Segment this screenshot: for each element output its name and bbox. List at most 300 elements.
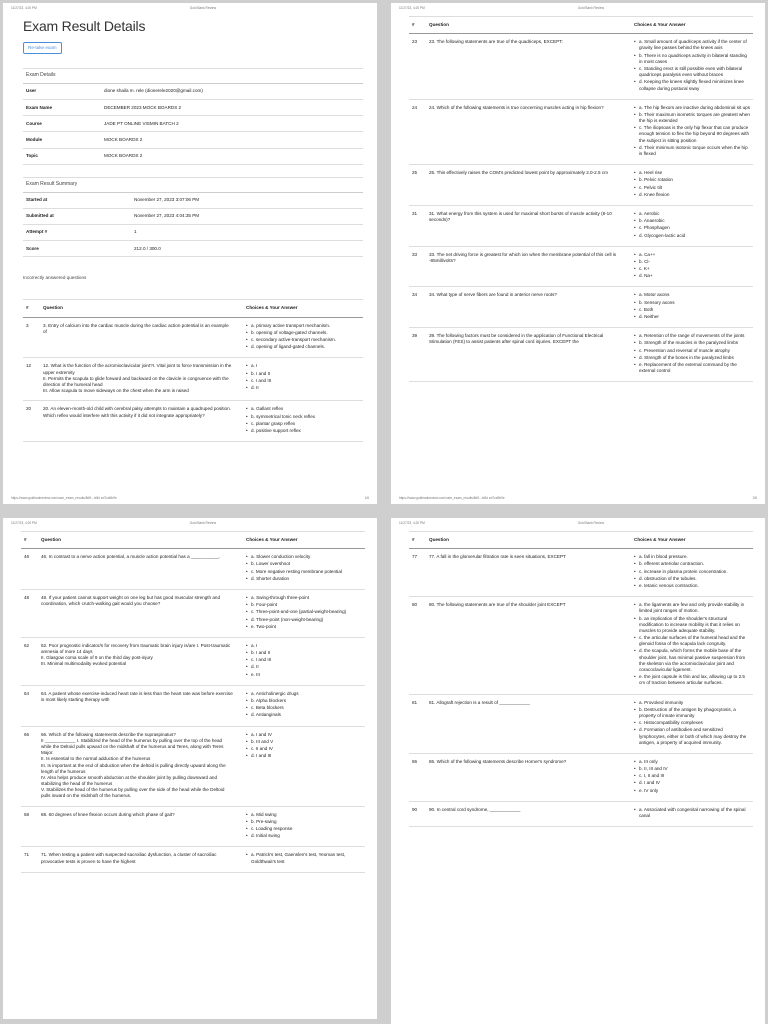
question-line: 48. If your patient cannot support weight on one leg but has good muscular strength and coordination, which crutch-walking gait would you choose?	[41, 594, 221, 607]
choice-item: • d. Antianginals	[246, 712, 362, 718]
exam-summary-title: Exam Result Summary	[23, 178, 363, 193]
choices-list	[246, 554, 362, 582]
choice-item: • b. Four-point	[246, 602, 362, 608]
choice-item: • a. The hip flexors are inactive during abdominal sit ups	[634, 105, 750, 111]
choice-item: • b. III and V	[246, 739, 362, 745]
col-number: #	[409, 532, 426, 549]
choices-list	[246, 643, 362, 678]
question-line: 81. Allograft rejection is a result of ____________	[429, 699, 530, 705]
choice-item: • c. the articular surfaces of the humeral head and the glenoid fossa of the scapula lack congruity.	[634, 635, 750, 647]
question-row	[21, 806, 365, 847]
choice-item: • d. Glycogen-lactic acid	[634, 233, 750, 239]
question-row	[21, 847, 365, 872]
choice-item: • b. There is no quadriceps activity in bilateral standing in most cases	[634, 53, 750, 65]
summary-value: November 27, 2023 3:07:06 PM	[131, 193, 363, 209]
choice-item: • d. II	[246, 385, 360, 391]
choices-cell	[631, 801, 753, 826]
choice-item: • c. I and III	[246, 378, 360, 384]
choice-item: • a. Aerobic	[634, 211, 750, 217]
choice-item: • c. Three-point-and-one (partial-weight-bearing)	[246, 609, 362, 615]
details-value: JADE PT ONLINE VISMIN BATCH 2	[101, 116, 363, 132]
details-value: MOCK BOARDS 2	[101, 132, 363, 148]
choice-item: • c. I, II and III	[634, 773, 750, 779]
choices-list	[634, 170, 750, 198]
question-text	[426, 34, 631, 100]
question-text	[426, 694, 631, 753]
choices-cell	[243, 685, 365, 726]
choices-cell	[631, 549, 753, 597]
question-line: 77. A fall in the glomerular filtration rate is seen situations, EXCEPT	[429, 554, 566, 560]
choice-item: • d. Keeping the knees slightly flexed minimizes knee collapse during postural sway	[634, 79, 750, 91]
question-text	[426, 549, 631, 597]
choices-cell	[631, 165, 753, 206]
choices-list	[634, 602, 750, 686]
question-line: III. Is important at the end of abduction when the deltoid is pulling directly upward along the length of the humerus	[41, 762, 226, 774]
choice-item: • c. Beta blockers	[246, 705, 362, 711]
choices-cell	[243, 637, 365, 685]
choice-item: • b. Sensory axons	[634, 300, 750, 306]
choice-item: • d. I and III	[246, 753, 362, 759]
choice-item: • b. Anaerobic	[634, 218, 750, 224]
choice-item: • d. Their minimum isotonic torque occurs when the hip is flexed	[634, 145, 750, 157]
col-choices: Choices & Your Answer	[631, 17, 753, 34]
details-label: Exam Name	[23, 100, 101, 116]
choices-cell	[631, 99, 753, 165]
page-header	[11, 6, 369, 10]
choice-item: • c. Both	[634, 307, 750, 313]
question-line: 90. In central cord syndrome, ____________	[429, 806, 521, 812]
exam-summary-card	[23, 177, 363, 258]
question-number: 77	[409, 549, 426, 597]
summary-row	[23, 208, 363, 224]
question-line: IV. Also helps produce smooth abduction at the shoulder joint by pulling downward and stabilizing the head of the humerus	[41, 774, 218, 787]
pdf-page-3	[3, 518, 377, 1019]
question-line: 71. When testing a patient with suspected sacroiliac dysfunction, a cluster of sacroiliac provocative tests is proven to have the highest	[41, 852, 217, 864]
question-number: 71	[21, 847, 38, 872]
question-line: 66. Which of the following statements describe the supraspinatus?	[41, 731, 176, 737]
col-question: Question	[426, 17, 631, 34]
choice-item: • c. I and III	[246, 657, 362, 663]
choices-cell	[631, 205, 753, 246]
page-footer	[399, 496, 757, 500]
question-number: 20	[23, 401, 40, 442]
choices-cell	[243, 401, 363, 442]
question-row	[409, 34, 753, 100]
choice-item: • b. II, III and IV	[634, 766, 750, 772]
choice-item: • d. Shorter duration	[246, 576, 362, 582]
question-text	[426, 246, 631, 287]
summary-row	[23, 193, 363, 209]
choice-item: • a. Swing-through three-point	[246, 595, 362, 601]
footer-page-number: 1/6	[364, 495, 369, 500]
col-number: #	[23, 300, 40, 317]
question-text	[40, 358, 243, 401]
choice-item: • a. Ca++	[634, 252, 750, 258]
question-row	[409, 328, 753, 382]
choice-item: • c. Histocompatibility complexes	[634, 720, 750, 726]
pdf-page-4	[391, 518, 765, 1024]
choices-list	[246, 732, 362, 760]
exam-details-card	[23, 68, 363, 165]
choice-item: • a. Slower conduction velocity	[246, 554, 362, 560]
choice-item: • a. fall in blood pressure.	[634, 554, 750, 560]
choice-item: • b. I and II	[246, 371, 360, 377]
choice-item: • c. plantar grasp reflex	[246, 421, 360, 427]
details-row	[23, 116, 363, 132]
question-number: 23	[409, 34, 426, 100]
question-text	[38, 726, 243, 806]
choices-cell	[631, 328, 753, 382]
choice-item: • a. primary active transport mechanism.	[246, 323, 360, 329]
choices-cell	[243, 806, 365, 847]
summary-value: November 27, 2023 4:04:35 PM	[131, 208, 363, 224]
exam-summary-table	[23, 193, 363, 258]
choice-item: • b. Destruction of the antigen by phagocytosis, a property of innate immunity	[634, 707, 750, 719]
choice-item: • c. More negative resting membrane potential	[246, 569, 362, 575]
choice-item: • a. Small amount of quadriceps activity if the center of gravity line passes behind the knees axis	[634, 39, 750, 51]
col-question: Question	[40, 300, 243, 317]
questions-table	[409, 531, 753, 827]
question-text	[38, 549, 243, 590]
choices-list	[634, 252, 750, 280]
question-row	[409, 165, 753, 206]
page-footer	[11, 496, 369, 500]
question-row	[409, 246, 753, 287]
question-line: 34. What type of nerve fibers are found in anterior nerve roots?	[429, 292, 557, 298]
choice-item: • d. Knee flexion	[634, 192, 750, 198]
question-text	[426, 205, 631, 246]
choice-item: • e. Replacement of the external command by the external control	[634, 362, 750, 374]
choices-list	[634, 211, 750, 239]
choice-item: • d. the scapula, which forms the mobile base of the shoulder joint, has minimal passive suspension from the skeleton via the acromioclavicular joint and coracoclavicular ligament.	[634, 648, 750, 673]
choice-item: • d. I and IV	[634, 780, 750, 786]
details-row	[23, 84, 363, 100]
choices-cell	[243, 589, 365, 637]
question-number: 66	[21, 726, 38, 806]
choice-item: • e. III	[246, 672, 362, 678]
question-line: 33. The net driving force is greatest for which ion when the membrane potential of this cell is -85millivolts?	[429, 251, 617, 263]
col-choices: Choices & Your Answer	[631, 532, 753, 549]
summary-label: Attempt #	[23, 224, 131, 240]
choices-list	[246, 852, 362, 864]
question-line: 80. The following statements are true of the shoulder joint EXCEPT	[429, 602, 566, 608]
summary-value: 1	[131, 224, 363, 240]
choice-item: • a. Patrick's test, Gaenslen's test, Yeoman test, Goldthwait's test	[246, 852, 362, 864]
choices-cell	[631, 246, 753, 287]
question-row	[409, 287, 753, 328]
question-line: 62. Poor prognostic indicator/s for recovery from traumatic brain injury is/are I. Post-traumatic amnesia of more 14 days	[41, 642, 231, 655]
question-text	[38, 847, 243, 872]
footer-page-number: 2/6	[752, 495, 757, 500]
question-line: 24. Which of the following statements is true concerning muscles acting in hip flexion?	[429, 104, 604, 110]
choice-item: • c. Loading response	[246, 826, 362, 832]
question-number: 3	[23, 317, 40, 358]
choice-item: • a. I	[246, 363, 360, 369]
col-number: #	[409, 17, 426, 34]
footer-url: https://www.goldbankreview.com/user_exam_results/8d9.../e8d ed7ca9b9e	[11, 495, 117, 500]
question-text	[426, 99, 631, 165]
choice-item: • c. Standing erect is still possible even with bilateral quadriceps paralysis even without braces	[634, 66, 750, 78]
question-number: 81	[409, 694, 426, 753]
question-line: 46. In contrast to a nerve action potential, a muscle action potential has a ___________.	[41, 554, 221, 560]
choice-item: • b. Alpha blockers	[246, 698, 362, 704]
summary-row	[23, 224, 363, 240]
details-value: dione shaila m. rele (dionerele2020@gmail.com)	[101, 84, 363, 100]
question-line: 68. 60 degrees of knee flexion occurs during which phase of gait?	[41, 811, 175, 817]
choice-item: • a. Mid swing	[246, 812, 362, 818]
choices-list	[246, 406, 360, 434]
choices-list	[634, 292, 750, 320]
choice-item: • c. secondary active-transport mechanism.	[246, 337, 360, 343]
exam-details-table	[23, 84, 363, 165]
question-line: II ____________ I. Stabilized the head of the humerus by pulling over the top of the head while the Deltoid pulls upward on the midshaft of the humerus and Teres, along with Teres Major.	[41, 737, 224, 756]
choice-item: • a. Heel rise	[634, 170, 750, 176]
question-line: II. Permits the scapula to glide forward and backward on the clavicle in congruence with the direction of the humeral head	[43, 375, 229, 387]
header-site: Gold Bank Review	[189, 6, 217, 10]
question-number: 68	[21, 806, 38, 847]
question-text	[40, 317, 243, 358]
summary-label: Submitted at	[23, 208, 131, 224]
header-date: 11/27/23, 4:20 PM	[399, 6, 425, 10]
choice-item: • b. Lower overshoot	[246, 561, 362, 567]
header-site: Gold Bank Review	[189, 521, 217, 525]
choice-item: • d. Strength of the bones in the paralyzed limbs	[634, 355, 750, 361]
choices-list	[634, 807, 750, 819]
choice-item: • a. I and IV	[246, 732, 362, 738]
choice-item: • e. tetanic venous contraction.	[634, 583, 750, 589]
question-line: 86. Which of the following statements describe Horner's syndrome?	[429, 758, 567, 764]
question-number: 33	[409, 246, 426, 287]
choice-item: • b. Pre-swing	[246, 819, 362, 825]
question-line: 31. What energy from this system is used for maximal short bursts of muscle activity (8-10 seconds)?	[429, 210, 612, 223]
choice-item: • b. Strength of the muscles in the paralyzed limbs	[634, 340, 750, 346]
choice-item: • c. Prevention and reversal of muscle atrophy	[634, 348, 750, 354]
page-title: Exam Result Details	[23, 18, 146, 34]
choice-item: • c. increase in plasma protein concentration.	[634, 569, 750, 575]
question-text	[38, 806, 243, 847]
choices-list	[246, 691, 362, 719]
choice-item: • b. symmetrical tonic neck reflex	[246, 414, 360, 420]
question-row	[21, 549, 365, 590]
choice-item: • c. The iliopsoas is the only hip flexor that can produce enough tension to flex the hip beyond 90 degrees with the subject in sitting position	[634, 125, 750, 144]
choice-item: • b. an implication of the shoulder's structural modification to increase mobility is that it relies on muscles to provide adequate stability.	[634, 616, 750, 635]
choice-item: • d. Na+	[634, 273, 750, 279]
question-row	[409, 694, 753, 753]
question-line: 23. The following statements are true of the quadriceps, EXCEPT:	[429, 39, 563, 45]
choices-list	[246, 363, 360, 391]
page-header	[399, 521, 757, 525]
choices-cell	[631, 694, 753, 753]
choice-item: • e. Two-point	[246, 624, 362, 630]
choices-list	[634, 759, 750, 794]
choice-item: • c. Pelvic tilt	[634, 185, 750, 191]
choice-item: • d. Formation of antibodies and sensitized lymphocytes, either or both of which may destroy the antigen, a property of acquired immunity.	[634, 727, 750, 746]
choice-item: • c. II and IV	[246, 746, 362, 752]
choice-item: • a. Provoked immunity	[634, 700, 750, 706]
question-text	[426, 753, 631, 801]
choice-item: • a. Gallant reflex	[246, 406, 360, 412]
choice-item: • a. the ligaments are few and only provide stability in limited joint ranges of motion.	[634, 602, 750, 614]
details-row	[23, 132, 363, 148]
question-row	[409, 801, 753, 826]
details-row	[23, 100, 363, 116]
choice-item: • c. Phosphagen	[634, 225, 750, 231]
choice-item: • e. the joint capsule is thin and lax, allowing up to 2.5 cm of traction between articular surfaces.	[634, 674, 750, 686]
question-number: 90	[409, 801, 426, 826]
choices-list	[634, 333, 750, 374]
details-label: Course	[23, 116, 101, 132]
question-line: 20. An eleven-month-old child with cerebral palsy attempts to maintain a quadruped position. Which reflex would interfere with this activity if it did not integrate appropriately?	[43, 406, 231, 418]
details-label: Topic	[23, 148, 101, 164]
question-number: 48	[21, 589, 38, 637]
choice-item: • b. I and II	[246, 650, 362, 656]
col-question: Question	[426, 532, 631, 549]
choices-cell	[631, 753, 753, 801]
summary-label: Started at	[23, 193, 131, 209]
choice-item: • a. Anticholinergic drugs	[246, 691, 362, 697]
choice-item: • d. obstruction of the tubules.	[634, 576, 750, 582]
question-line: 3. Entry of calcium into the cardiac muscle during the cardiac action potential is an example of	[43, 322, 229, 334]
question-text	[426, 597, 631, 694]
header-date: 11/27/23, 4:20 PM	[11, 521, 37, 525]
incorrect-questions-heading: Incorrectly answered questions	[23, 275, 87, 281]
question-text	[426, 165, 631, 206]
questions-table	[21, 531, 365, 873]
choice-item: • a. Retention of the range of movements of the joints	[634, 333, 750, 339]
question-number: 46	[21, 549, 38, 590]
footer-url: https://www.goldbankreview.com/user_exam_results/8d9.../e8d ed7ca9b9e	[399, 495, 505, 500]
details-value: DECEMBER 2023 MOCK BOARDS 2	[101, 100, 363, 116]
question-row	[409, 549, 753, 597]
choices-list	[246, 812, 362, 840]
question-number: 86	[409, 753, 426, 801]
choice-item: • d. positive support reflex	[246, 428, 360, 434]
choice-item: • d. Three-point (non-weight-bearing)	[246, 617, 362, 623]
question-line: 12. What is the function of the acromioclavicular joint?I. Vital joint to force transmission in the upper extremity	[43, 363, 232, 375]
col-choices: Choices & Your Answer	[243, 532, 365, 549]
choice-item: • e. IV only	[634, 788, 750, 794]
choices-cell	[243, 726, 365, 806]
question-text	[426, 328, 631, 382]
choices-cell	[631, 34, 753, 100]
choice-item: • b. Pelvic rotation	[634, 177, 750, 183]
pdf-page-2	[391, 3, 765, 504]
questions-table	[23, 299, 363, 442]
header-date: 11/27/23, 4:20 PM	[11, 6, 37, 10]
choice-item: • a. Associated with congenital narrowing of the spinal canal	[634, 807, 750, 819]
question-line: 39. The following factors must be considered in the application of Functional Electrical Stimulation (FES) to assist patients after spinal cord injuries. EXCEPT the	[429, 333, 604, 345]
choice-item: • a. I	[246, 643, 362, 649]
choices-list	[634, 39, 750, 92]
question-number: 25	[409, 165, 426, 206]
question-number: 31	[409, 205, 426, 246]
question-number: 34	[409, 287, 426, 328]
question-number: 39	[409, 328, 426, 382]
choice-item: • a. III only	[634, 759, 750, 765]
question-row	[23, 317, 363, 358]
choices-cell	[243, 317, 363, 358]
choice-item: • c. K+	[634, 266, 750, 272]
question-text	[38, 589, 243, 637]
choice-item: • d. opening of ligand-gated channels.	[246, 344, 360, 350]
questions-table	[409, 16, 753, 382]
col-choices: Choices & Your Answer	[243, 300, 363, 317]
choice-item: • b. efferent arteriolar contraction.	[634, 561, 750, 567]
choices-cell	[243, 358, 363, 401]
question-text	[426, 801, 631, 826]
question-line: 64. A patient whose exercise-induced heart rate is less than the heart rate was before exercise is most likely starting therapy with	[41, 690, 233, 702]
choice-item: • d. Initial swing	[246, 833, 362, 839]
question-text	[40, 401, 243, 442]
choices-list	[634, 105, 750, 158]
summary-label: Score	[23, 241, 131, 257]
question-row	[21, 726, 365, 806]
question-row	[409, 205, 753, 246]
choice-item: • b. Cl-	[634, 259, 750, 265]
question-line: III. Minimal multimodality evoked potential	[41, 661, 127, 667]
choices-cell	[243, 549, 365, 590]
question-number: 24	[409, 99, 426, 165]
question-row	[409, 753, 753, 801]
question-number: 64	[21, 685, 38, 726]
pdf-page-1	[3, 3, 377, 504]
choices-list	[246, 595, 362, 630]
choices-list	[634, 554, 750, 589]
details-value: MOCK BOARDS 2	[101, 148, 363, 164]
question-row	[23, 401, 363, 442]
question-line: V. Stabilizes the head of the humerus by pulling over the side of the head while the Deltoid pulls inward on the midshaft of the humerus.	[41, 787, 225, 799]
question-row	[409, 99, 753, 165]
choice-item: • b. Their maximum isometric torques are greatest when the hip is extended	[634, 112, 750, 124]
question-text	[38, 637, 243, 685]
choice-item: • a. Motor axons	[634, 292, 750, 298]
choices-cell	[631, 287, 753, 328]
choice-item: • d. Neither	[634, 314, 750, 320]
col-question: Question	[38, 532, 243, 549]
choices-cell	[243, 847, 365, 872]
question-line: II. Is essential to the normal adduction of the humerus	[41, 756, 151, 762]
choices-list	[246, 323, 360, 351]
retake-exam-button[interactable]: Re-take exam	[23, 42, 62, 54]
header-site: Gold Bank Review	[577, 6, 605, 10]
question-text	[38, 685, 243, 726]
choice-item: • b. opening of voltage-gated channels.	[246, 330, 360, 336]
question-number: 12	[23, 358, 40, 401]
choices-cell	[631, 597, 753, 694]
page-header	[399, 6, 757, 10]
choices-list	[634, 700, 750, 746]
question-row	[21, 589, 365, 637]
page-header	[11, 521, 369, 525]
question-line: 25. This effectively raises the COM's predicted lowest point by approximately 2.0-2.5 cm	[429, 170, 608, 176]
details-row	[23, 148, 363, 164]
header-date: 11/27/23, 4:20 PM	[399, 521, 425, 525]
details-label: Module	[23, 132, 101, 148]
summary-value: 212.0 / 300.0	[131, 241, 363, 257]
summary-row	[23, 241, 363, 257]
question-row	[409, 597, 753, 694]
details-label: User	[23, 84, 101, 100]
question-line: II. Glasgow coma scale of 9 on the third day post-injury	[41, 655, 153, 661]
question-row	[23, 358, 363, 401]
choice-item: • d. II	[246, 664, 362, 670]
question-row	[21, 637, 365, 685]
question-text	[426, 287, 631, 328]
header-site: Gold Bank Review	[577, 521, 605, 525]
exam-details-title: Exam Details	[23, 69, 363, 84]
question-row	[21, 685, 365, 726]
question-number: 80	[409, 597, 426, 694]
